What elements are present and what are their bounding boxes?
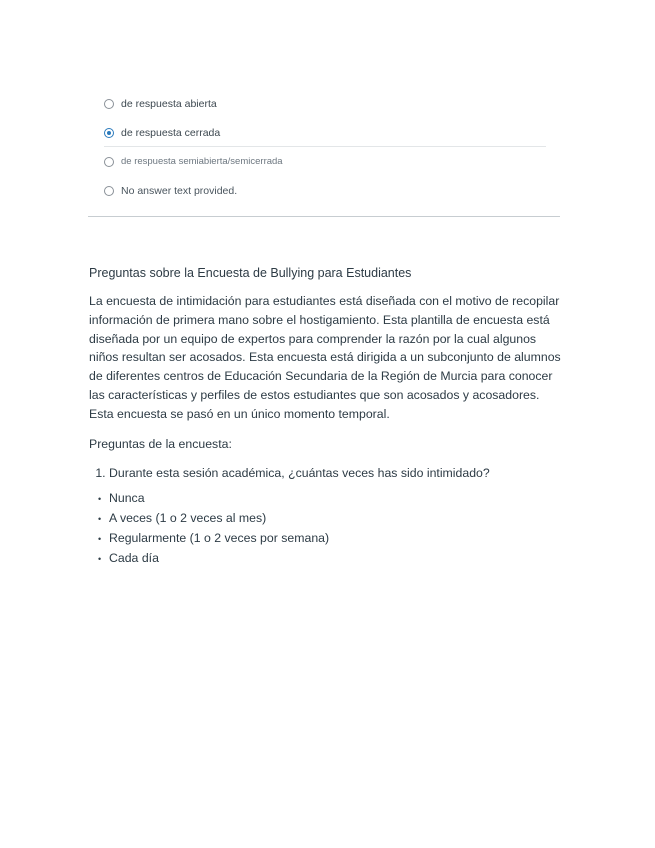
- radio-unchecked-icon[interactable]: [104, 157, 114, 167]
- radio-checked-icon[interactable]: [104, 128, 114, 138]
- option-label: de respuesta cerrada: [121, 126, 221, 139]
- answer-list: [89, 489, 565, 568]
- option-label: No answer text provided.: [121, 184, 238, 197]
- answer-options: [104, 89, 546, 205]
- answer-item: • Cada día: [109, 549, 565, 569]
- survey-question: 1. Durante esta sesión académica, ¿cuántas veces has sido intimidado?: [109, 464, 565, 483]
- option-open-response[interactable]: [104, 89, 546, 118]
- article-paragraph: La encuesta de intimidación para estudiantes está diseñada con el motivo de recopilar información de primera mano sobre el hostigamiento. Esta plantilla de encuesta está diseñada por un equipo de expertos para comprender la razón por la cual algunos niños resultan ser acosados. Esta encuesta está dirigida a un subconjunto de alumnos de diferentes centros de Educación Secundaria de la Región de Murcia para conocer las características y perfiles de estos estudiantes que son acosados y acosadores. Esta encuesta se pasó en un único momento temporal.: [89, 294, 561, 421]
- radio-unchecked-icon[interactable]: [104, 186, 114, 196]
- section-divider: [88, 216, 560, 217]
- option-closed-response[interactable]: [104, 118, 546, 147]
- survey-label: Preguntas de la encuesta:: [89, 436, 232, 451]
- article-heading: Preguntas sobre la Encuesta de Bullying para Estudiantes: [89, 266, 412, 280]
- survey-question-list: [89, 464, 565, 483]
- radio-unchecked-icon[interactable]: [104, 99, 114, 109]
- answer-item: • Nunca: [109, 489, 565, 509]
- answer-item: • Regularmente (1 o 2 veces por semana): [109, 529, 565, 549]
- option-no-answer[interactable]: [104, 176, 546, 205]
- answer-item: • A veces (1 o 2 veces al mes): [109, 509, 565, 529]
- article-content: [89, 266, 565, 568]
- option-label: de respuesta semiabierta/semicerrada: [121, 156, 283, 167]
- option-semi-open-response[interactable]: [104, 147, 546, 176]
- option-label: de respuesta abierta: [121, 97, 217, 110]
